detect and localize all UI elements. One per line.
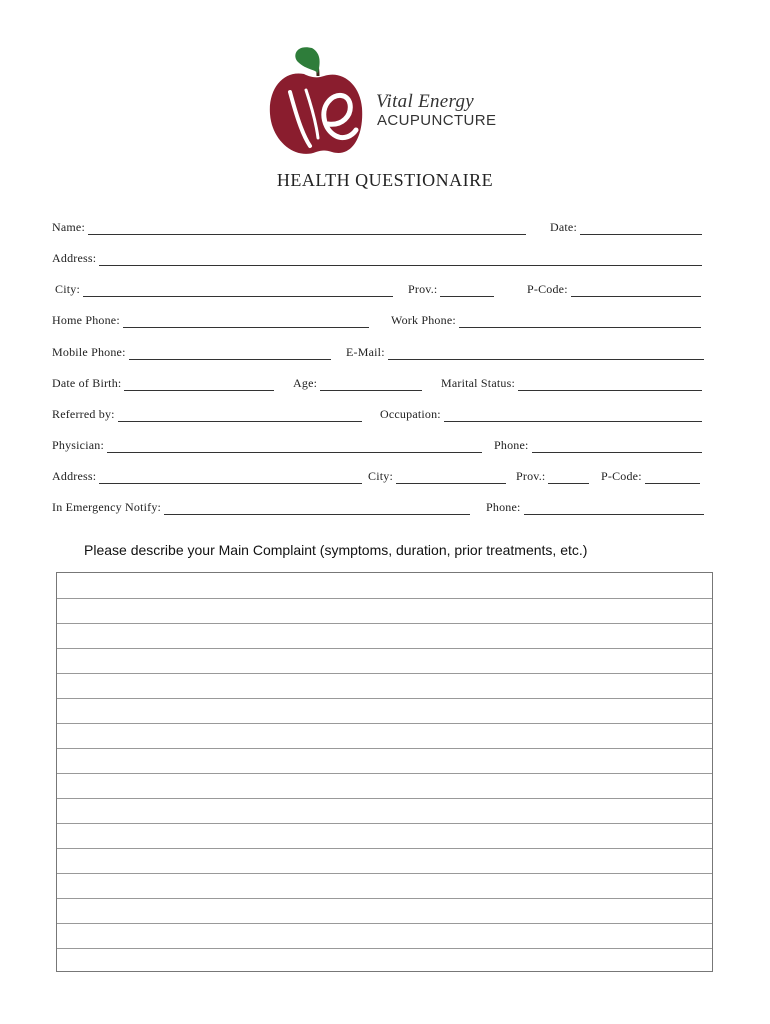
emergency-notify-label: In Emergency Notify:: [52, 500, 162, 514]
form-row-phones: [52, 312, 704, 330]
form-row-dob: [52, 375, 704, 393]
physician-line[interactable]: [107, 441, 482, 453]
marital-status-label: Marital Status:: [441, 376, 515, 390]
date-label: Date:: [550, 220, 577, 234]
physician-prov-field[interactable]: [516, 468, 589, 484]
referred-by-line[interactable]: [118, 410, 362, 422]
physician-pcode-line[interactable]: [645, 472, 700, 484]
address-label: Address:: [52, 251, 97, 265]
work-phone-field[interactable]: [391, 312, 701, 328]
form-row-name: [52, 219, 704, 237]
prov-field[interactable]: [408, 281, 494, 297]
dob-line[interactable]: [124, 379, 274, 391]
form-row-mobile: [52, 344, 704, 362]
work-phone-label: Work Phone:: [391, 313, 456, 327]
physician-address-line[interactable]: [99, 472, 362, 484]
occupation-field[interactable]: [380, 406, 702, 422]
form-row-address: [52, 250, 704, 268]
complaint-rule: [57, 623, 712, 624]
date-field[interactable]: [550, 219, 702, 235]
complaint-rule: [57, 948, 712, 949]
page-title: HEALTH QUESTIONAIRE: [276, 170, 494, 190]
apple-icon: [270, 47, 362, 154]
complaint-rule: [57, 798, 712, 799]
city-label: City:: [55, 282, 81, 296]
physician-pcode-label: P-Code:: [601, 469, 642, 483]
email-label: E-Mail:: [346, 345, 385, 359]
physician-field[interactable]: [52, 437, 482, 453]
city-line[interactable]: [83, 285, 393, 297]
complaint-rule: [57, 898, 712, 899]
complaint-rule: [57, 673, 712, 674]
complaint-rule: [57, 923, 712, 924]
emergency-notify-field[interactable]: [52, 499, 470, 515]
physician-address-field[interactable]: [52, 468, 362, 484]
complaint-rule: [57, 698, 712, 699]
physician-label: Physician:: [52, 438, 104, 452]
complaint-rule: [57, 848, 712, 849]
physician-address-label: Address:: [52, 469, 97, 483]
city-field[interactable]: [55, 281, 393, 297]
email-field[interactable]: [346, 344, 704, 360]
complaint-rule: [57, 648, 712, 649]
occupation-label: Occupation:: [380, 407, 441, 421]
physician-phone-field[interactable]: [494, 437, 702, 453]
emergency-phone-label: Phone:: [486, 500, 521, 514]
address-line[interactable]: [99, 254, 702, 266]
date-line[interactable]: [580, 223, 702, 235]
name-label: Name:: [52, 220, 85, 234]
logo-text: [376, 92, 496, 129]
mobile-phone-line[interactable]: [129, 348, 331, 360]
complaint-rule: [57, 773, 712, 774]
dob-field[interactable]: [52, 375, 274, 391]
prov-label: Prov.:: [408, 282, 438, 296]
home-phone-line[interactable]: [123, 316, 369, 328]
emergency-phone-field[interactable]: [486, 499, 704, 515]
complaint-rule: [57, 873, 712, 874]
pcode-field[interactable]: [527, 281, 701, 297]
prov-line[interactable]: [440, 285, 494, 297]
mobile-phone-label: Mobile Phone:: [52, 345, 126, 359]
email-line[interactable]: [388, 348, 704, 360]
pcode-line[interactable]: [571, 285, 701, 297]
complaint-rule: [57, 748, 712, 749]
main-complaint-box[interactable]: [56, 572, 713, 972]
age-field[interactable]: [293, 375, 422, 391]
logo-brand-name: Vital Energy: [376, 91, 475, 112]
physician-city-label: City:: [368, 469, 394, 483]
age-label: Age:: [293, 376, 318, 390]
name-field[interactable]: [52, 219, 526, 235]
form-row-city: [52, 281, 704, 299]
home-phone-label: Home Phone:: [52, 313, 120, 327]
name-line[interactable]: [88, 223, 526, 235]
pcode-label: P-Code:: [527, 282, 568, 296]
physician-city-field[interactable]: [368, 468, 506, 484]
work-phone-line[interactable]: [459, 316, 701, 328]
form-row-referred: [52, 406, 704, 424]
complaint-rule: [57, 598, 712, 599]
dob-label: Date of Birth:: [52, 376, 122, 390]
physician-phone-line[interactable]: [532, 441, 702, 453]
marital-status-line[interactable]: [518, 379, 702, 391]
physician-phone-label: Phone:: [494, 438, 529, 452]
logo-brand-subtitle: ACUPUNCTURE: [377, 112, 497, 129]
address-field[interactable]: [52, 250, 702, 266]
complaint-rule: [57, 823, 712, 824]
form-row-physician: [52, 437, 704, 455]
physician-pcode-field[interactable]: [601, 468, 700, 484]
main-complaint-prompt: Please describe your Main Complaint (symptoms, duration, prior treatments, etc.): [84, 542, 588, 558]
age-line[interactable]: [320, 379, 422, 391]
form-row-physician-address: [52, 468, 704, 486]
complaint-rule: [57, 723, 712, 724]
referred-by-label: Referred by:: [52, 407, 115, 421]
marital-status-field[interactable]: [441, 375, 702, 391]
occupation-line[interactable]: [444, 410, 702, 422]
emergency-phone-line[interactable]: [524, 503, 704, 515]
physician-prov-line[interactable]: [548, 472, 589, 484]
referred-by-field[interactable]: [52, 406, 362, 422]
form-row-emergency: [52, 499, 704, 517]
emergency-notify-line[interactable]: [164, 503, 470, 515]
home-phone-field[interactable]: [52, 312, 369, 328]
physician-prov-label: Prov.:: [516, 469, 546, 483]
mobile-phone-field[interactable]: [52, 344, 331, 360]
physician-city-line[interactable]: [396, 472, 506, 484]
